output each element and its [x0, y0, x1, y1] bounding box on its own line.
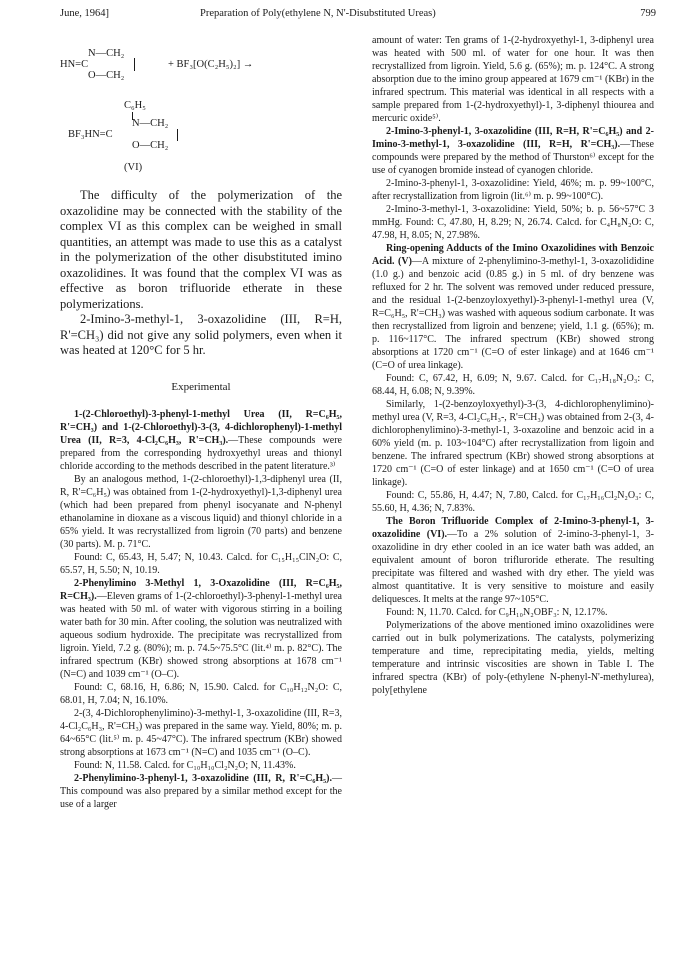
right-2-body: —These compounds were prepared by the method of Thurston⁶⁾ except for the use of cyanogen bromide instead of cyanogen chloride.	[372, 139, 654, 176]
hn-label: HN=C	[60, 59, 89, 70]
exp-3-body: —Eleven grams of 1-(2-chloroethyl)-3-phenyl-1-methyl urea was heated with 50 ml. of water with vigorous stirring in a boiling water bath for 30 min. After cooling, the solution was neutralized with aqueous sodium hydroxide. The precipitate was recrystallized from ligroin. Yield, 7.2 g. (80%); m. p. 74.5~75.5°C (lit.⁴⁾ m. p. 82°C). The infrared spectrum (KBr) showed strong absorptions at 1678 cm⁻¹ (N=C) and 1039 cm⁻¹ (O–C).	[60, 590, 342, 680]
left-column	[60, 48, 342, 811]
right-7-analysis: Found: N, 11.70. Calcd. for C₉H₁₀N₂OBF₃: N, 12.17%.	[386, 607, 608, 618]
right-column	[372, 34, 654, 697]
exp-1-title: 1-(2-Chloroethyl)-3-phenyl-1-methyl Urea (II, R=C₆H₅, R'=CH₃) and 1-(2-Chloroethyl)-3-(3, 4-dichlorophenyl)-1-methyl Urea (II, R=3, 4-Cl₂C₆H₃, R'=CH₃).	[60, 408, 342, 446]
exp-paragraph-2: By an analogous method, 1-(2-chloroethyl)-1,3-diphenyl urea (II, R, R'=C₆H₅) was obtained from 1-(2-hydroxyethyl)-1,3-diphenyl urea (which had been prepared from phenyl isocyanate and N-phenyl ethanolamine in dioxane as a viscous liquid) and thionyl chloride in a 65% yield. It was recrystallized from ligroin (70 parts) and benzene (30 parts). M. p. 71°C.	[60, 473, 342, 550]
right-5-title: Ring-opening Adducts of the Imino Oxazolidines with Benzoic Acid. (V)	[372, 243, 654, 267]
reagent-label: + BF₃[O(C₂H₅)₂] →	[168, 59, 254, 70]
right-2-title: 2-Imino-3-phenyl-1, 3-oxazolidine (III, R=H, R'=C₆H₅) and 2-Imino-3-methyl-1, 3-oxazolidine (III, R=H, R'=CH₃).	[372, 126, 654, 150]
exp-paragraph-3	[60, 577, 342, 681]
intro-paragraph-1: The difficulty of the polymerization of the oxazolidine may be connected with the stability of the complex VI as this complex can be weighed in small quantities, an attempt was made to use this as a catalyst in the polymerization of the other disubstituted imino oxazolidines. It was found that the complex VI was as effective as boron trifluoride etherate in these polymerizations.	[60, 188, 342, 311]
exp-1-body: —These compounds were prepared from the corresponding hydroxyethyl ureas and thionyl chloride according to the methods described in the patent literature.³⁾	[60, 434, 342, 472]
right-paragraph-1: amount of water: Ten grams of 1-(2-hydroxyethyl-1, 3-diphenyl urea was heated with 500 ml. of water for one hour. It was then recrystallized from ligroin. Yield, 5.6 g. (65%); m. p. 124°C. A strong absorption due to the imino group appeared at 1679 cm⁻¹ (KBr) in the infrared spectrum. This material was identical in all respects with a sample prepared from 1-(2-hydroxyethyl)-1, 3-diphenyl thiourea and mercuric oxide⁵⁾.	[372, 35, 654, 124]
exp-2-analysis: Found: C, 65.43, H, 5.47; N, 10.43. Calcd. for C₁₅H₁₅ClN₂O: C, 65.57, H, 5.50; N, 10.19.	[60, 551, 342, 576]
right-paragraph-5	[372, 242, 654, 372]
exp-5-title: 2-Phenylimino-3-phenyl-1, 3-oxazolidine (III, R, R'=C₆H₅).	[74, 772, 332, 784]
experimental-heading: Experimental	[171, 380, 231, 393]
right-paragraph-4: 2-Imino-3-methyl-1, 3-oxazolidine: Yield, 50%; b. p. 56~57°C 3 mmHg. Found: C, 47.80, H, 8.29; N, 26.74. Calcd. for C₄H₈N₂O: C, 47.98, H, 8.05; N, 27.98%.	[372, 204, 654, 241]
page-number: 799	[640, 8, 656, 19]
right-paragraph-2	[372, 125, 654, 177]
exp-5-body: —This compound was also prepared by a similar method except for the use of a larger	[60, 772, 342, 810]
complex-n-label: N—CH₂	[132, 118, 169, 129]
right-5-analysis: Found: C, 67.42, H, 6.09; N, 9.67. Calcd. for C₁₇H₁₈N₂O₃: C, 68.44, H, 6.08; N, 9.39%.	[372, 373, 654, 397]
exp-paragraph-1	[60, 408, 342, 473]
exp-4-analysis: Found: N, 11.58. Calcd. for C₁₀H₁₀Cl₂N₂O; N, 11.43%.	[74, 759, 296, 771]
right-5-body: —A mixture of 2-phenylimino-3-methyl-1, 3-oxazolididine (1.0 g.) and benzoic acid (0.85 g.) in 5 ml. of dry benzene was refluxed for 2 hr. The solvent was removed under reduced pressure, and the residual 1-(2-benzoyloxyethyl)-3-phenyl-1-methyl urea (V, R=C₆H₅, R'=CH₃) was washed with aqueous sodium carbonate. It was then recrystallized from ligroin and benzene; yield, 1.1 g. (65%); m. p. 116~117°C. The infrared spectrum (KBr) showed strong absorptions at 1720 cm⁻¹ (C=O of ester linkage) and at 1646 cm⁻¹ (C=O of urea linkage).	[372, 256, 654, 371]
right-paragraph-3: 2-Imino-3-phenyl-1, 3-oxazolidine: Yield, 46%; m. p. 99~100°C, after recrystallization from ligroin (lit.⁶⁾ m. p. 99~100°C).	[372, 178, 654, 202]
compound-label: (VI)	[124, 162, 143, 173]
right-6-analysis: Found: C, 55.86, H, 4.47; N, 7.80, Calcd. for C₁₇H₁₆Cl₂N₂O₃: C, 55.60, H, 4.36; N, 7.83%.	[372, 490, 654, 514]
right-7-title: The Boron Trifluoride Complex of 2-Imino-3-phenyl-1, 3-oxazolidine (VI).	[372, 516, 654, 540]
right-paragraph-7	[372, 515, 654, 606]
exp-3-analysis: Found: C, 68.16, H, 6.86; N, 15.90. Calcd. for C₁₀H₁₂N₂O: C, 68.01, H, 7.04; N, 16.10%.	[60, 681, 342, 706]
right-7-body: —To a 2% solution of 2-imino-3-phenyl-1, 3-oxazolidine in dry ether cooled in an ice water bath was added, an equivalent amount of boron trifluroride etherate. The resulting precipitate was filtered and washed with dry ether. The yield was almost quantitative. It is very sensitive to moisture and easily deliquesces. It melts at the range 97~105°C.	[372, 529, 654, 605]
phenyl-label: C₆H₅	[124, 100, 146, 111]
ring-bottom-label: O—CH₂	[88, 70, 125, 81]
running-header	[60, 8, 656, 24]
reaction-scheme	[60, 48, 342, 234]
exp-paragraph-5	[60, 772, 342, 811]
complex-ring-bond	[177, 129, 178, 141]
intro-paragraph-2: 2-Imino-3-methyl-1, 3-oxazolidine (III, R=H, R'=CH₃) did not give any solid polymers, even when it was heated at 120°C for 5 hr.	[60, 312, 342, 357]
exp-paragraph-4: 2-(3, 4-Dichlorophenylimino)-3-methyl-1, 3-oxazolidine (III, R=3, 4-Cl₂C₆H₃, R'=CH₃) was prepared in the same way. Yield, 80%; m. p. 64~65°C (lit.⁵⁾ m. p. 45~47°C). The infrared spectrum (KBr) showed strong absorptions at 1673 cm⁻¹ (N=C) and 1035 cm⁻¹ (O–C).	[60, 707, 342, 758]
complex-left-label: BF₃HN=C	[68, 129, 113, 140]
running-title: Preparation of Poly(ethylene N, N'-Disubstituted Ureas)	[200, 8, 436, 19]
ring-top-label: N—CH₂	[88, 48, 125, 59]
right-paragraph-8: Polymerizations of the above mentioned imino oxazolidines were carried out in bulk polymerizations. The catalysts, polymerizing temperature and time, reprecipitating media, yields, melting temperature and intrinsic viscosities are shown in Table I. The infrared spectra (KBr) of poly-(ethylene N-phenyl-N'-methylurea), poly[ethylene	[372, 620, 654, 696]
complex-o-label: O—CH₂	[132, 140, 169, 151]
right-paragraph-6: Similarly, 1-(2-benzoyloxyethyl)-3-(3, 4-dichlorophenylimino)-methyl urea (V, R=3, 4-Cl₂C₆H₃-, R'=CH₃) was obtained from 2-(3, 4-dichlorophenylimino)-3-methyl-1, 3-oxazoline and benzoic acid in a 60% yield (m. p. 103~104°C) after recrystallization from ligoin and benzene. The infrared spectrum (KBr) showed strong absorptions at 1720 cm⁻¹ (C=O of ester linkage) and at 1650 cm⁻¹ (C=O of urea linkage).	[372, 399, 654, 488]
ring-bond	[134, 58, 135, 71]
issue-date: June, 1964]	[60, 8, 109, 19]
exp-3-title: 2-Phenylimino 3-Methyl 1, 3-Oxazolidine (III, R=C₆H₅, R=CH₃).	[60, 577, 342, 602]
